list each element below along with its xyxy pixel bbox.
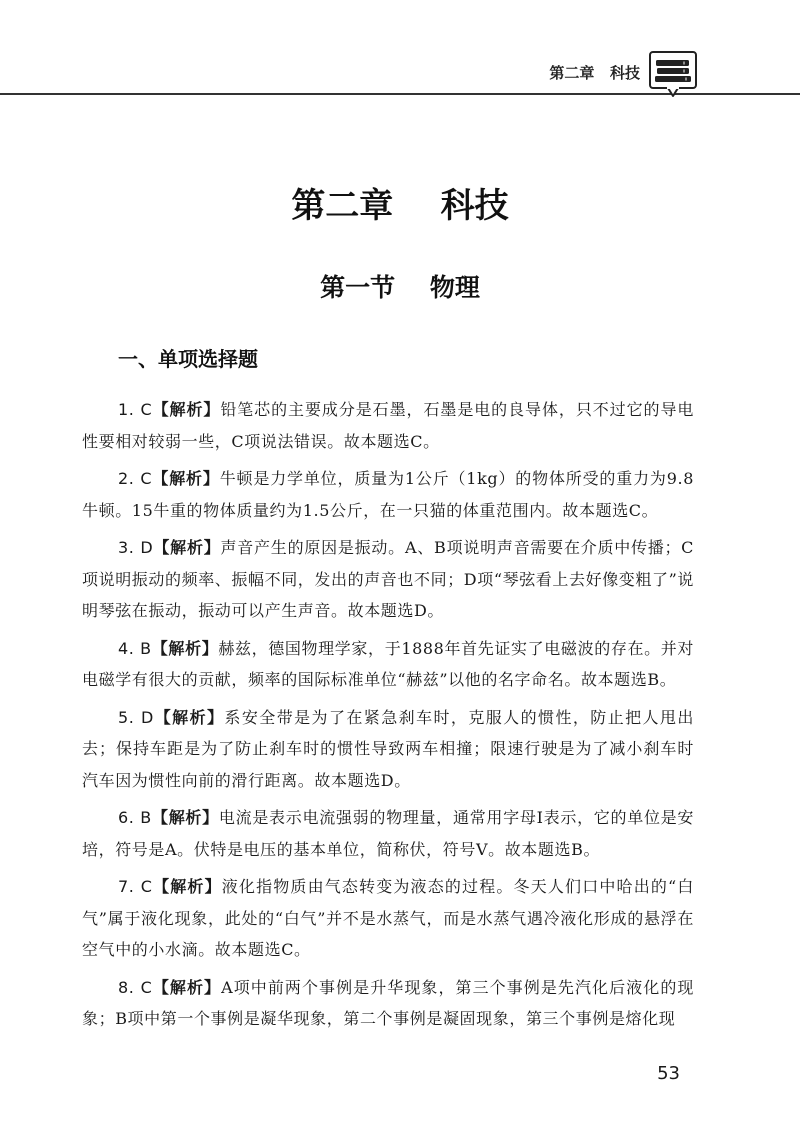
analysis-tag: 【解析】 (152, 877, 222, 896)
answer-number: 6. B (118, 808, 152, 827)
answer-number: 2. C (118, 469, 153, 488)
answer-text: 声音产生的原因是振动。A、B项说明声音需要在介质中传播；C项说明振动的频率、振幅不同，发出的声音也不同；D项“琴弦看上去好像变粗了”说明琴弦在振动，振动可以产生声音。故本题选D。 (82, 538, 694, 620)
answer-text: 系安全带是为了在紧急刹车时，克服人的惯性，防止把人甩出去；保持车距是为了防止刹车时的惯性导致两车相撞；限速行驶是为了减小刹车时汽车因为惯性向前的滑行距离。故本题选D。 (82, 707, 695, 790)
answer-item (82, 972, 694, 1035)
part-heading: 一、单项选择题 (118, 347, 258, 371)
answer-item (82, 463, 694, 526)
analysis-tag: 【解析】 (152, 977, 222, 997)
answer-item (82, 802, 694, 865)
page-header (0, 0, 800, 100)
answer-number: 3. D (118, 538, 154, 557)
answer-text: A项中前两个事例是升华现象，第三个事例是先汽化后液化的现象；B项中第一个事例是凝华现象，第二个事例是凝固现象，第三个事例是熔化现 (82, 977, 694, 1028)
answer-number: 8. C (118, 977, 153, 997)
answer-item (82, 702, 694, 797)
analysis-tag: 【解析】 (152, 400, 221, 419)
answer-number: 5. D (118, 707, 154, 727)
answer-number: 4. B (118, 638, 152, 658)
answer-item (82, 633, 694, 696)
answer-list (82, 394, 694, 1041)
answer-item (82, 532, 694, 627)
answer-text: 赫兹，德国物理学家，于1888年首先证实了电磁波的存在。并对电磁学有很大的贡献，频率的国际标准单位“赫兹”以他的名字命名。故本题选B。 (82, 638, 694, 689)
analysis-tag: 【解析】 (151, 638, 219, 658)
analysis-tag: 【解析】 (152, 469, 220, 488)
analysis-tag: 【解析】 (153, 538, 221, 557)
book-stack-icon (648, 50, 698, 100)
answer-text: 电流是表示电流强弱的物理量，通常用字母I表示，它的单位是安培，符号是A。伏特是电压的基本单位，简称伏，符号V。故本题选B。 (82, 808, 694, 859)
running-header-title: 第二章 科技 (549, 64, 640, 82)
answer-number: 1. C (118, 400, 153, 419)
answer-number: 7. C (118, 877, 153, 896)
chapter-title: 第二章 科技 (291, 186, 509, 226)
answer-text: 液化指物质由气态转变为液态的过程。冬天人们口中哈出的“白气”属于液化现象，此处的“白气”并不是水蒸气，而是水蒸气遇冷液化形成的悬浮在空气中的小水滴。故本题选C。 (82, 877, 694, 959)
answer-item (82, 871, 694, 966)
page-number: 53 (657, 1063, 680, 1084)
analysis-tag: 【解析】 (151, 808, 219, 827)
answer-item (82, 394, 694, 457)
analysis-tag: 【解析】 (153, 707, 225, 727)
answer-text: 牛顿是力学单位，质量为1公斤（1kg）的物体所受的重力为9.8牛顿。15牛重的物体质量约为1.5公斤，在一只猫的体重范围内。故本题选C。 (82, 469, 694, 520)
section-title: 第一节 物理 (320, 273, 480, 302)
answer-text: 铅笔芯的主要成分是石墨，石墨是电的良导体，只不过它的导电性要相对较弱一些，C项说法错误。故本题选C。 (82, 400, 694, 451)
